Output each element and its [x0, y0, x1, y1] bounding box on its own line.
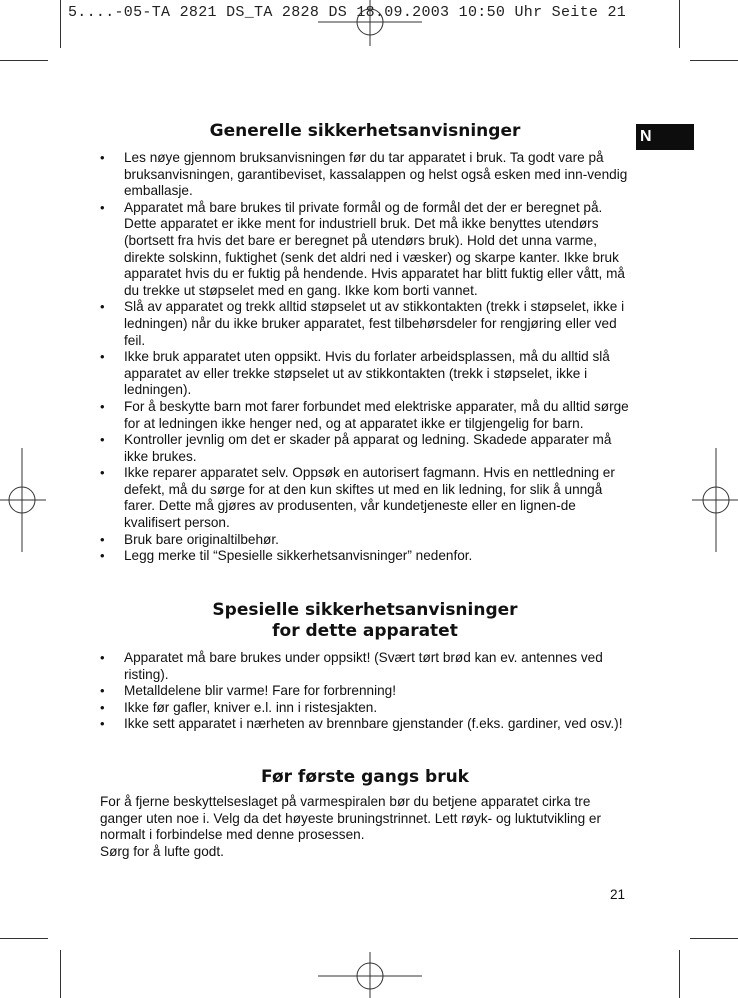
- crop-mark: [690, 60, 738, 61]
- section-title-general: Generelle sikkerhetsanvisninger: [209, 121, 521, 141]
- list-item: • Slå av apparatet og trekk alltid støpselet ut av stikkontakten (trekk i støpselet, ikke i ledningen) når du ikke bruker apparatet, fest tilbehørsdeler for rengjøring eller ved feil.: [100, 299, 630, 349]
- crop-mark: [0, 60, 48, 61]
- list-item: • For å beskytte barn mot farer forbundet med elektriske apparater, må du alltid sørge for at ledningen ikke henger ned, og at apparatet ikke er tilgjengelig for barn.: [100, 399, 630, 432]
- crop-mark: [679, 0, 680, 48]
- crop-mark: [679, 950, 680, 998]
- list-item: • Ikke sett apparatet i nærheten av brennbare gjenstander (f.eks. gardiner, ved osv.)!: [100, 716, 630, 733]
- list-item: • Les nøye gjennom bruksanvisningen før du tar apparatet i bruk. Ta godt vare på bruksanvisningen, garantibeviset, kassalappen og helst også esken med inn-vendig emballasje.: [100, 150, 630, 200]
- registration-mark-right: [690, 448, 738, 552]
- registration-mark-bottom: [318, 950, 422, 998]
- section-title-line: Spesielle sikkerhetsanvisninger: [212, 600, 518, 620]
- list-item: • Ikke bruk apparatet uten oppsikt. Hvis du forlater arbeidsplassen, må du alltid slå apparatet av eller trekke støpselet ut av stikkontakten (trekk i støpselet, ikke i ledningen).: [100, 349, 630, 399]
- registration-mark-top: [318, 0, 422, 48]
- registration-mark-left: [0, 448, 48, 552]
- list-item: • Metalldelene blir varme! Fare for forbrenning!: [100, 683, 630, 700]
- list-item: • Legg merke til “Spesielle sikkerhetsanvisninger” nedenfor.: [100, 548, 630, 565]
- print-slug: 5....-05-TA 2821 DS_TA 2828 DS 18.09.2003 10:50 Uhr Seite 21: [68, 4, 627, 21]
- list-item: • Ikke før gafler, kniver e.l. inn i ristesjakten.: [100, 700, 630, 717]
- paragraph-note: Sørg for å lufte godt.: [100, 843, 224, 859]
- list-item: • Bruk bare originaltilbehør.: [100, 532, 630, 549]
- section-title-special: [100, 600, 630, 642]
- list-item: • Apparatet må bare brukes til private formål og de formål det der er beregnet på. Dette apparatet er ikke ment for industriell bruk. Det må ikke benyttes utendørs (bortsett fra hvis det bare er beregnet på utendørs bruk). Hold det unna varme, direkte solskinn, fuktighet (senk det aldri ned i væsker) og skarpe kanter. Ikke bruk apparatet hvis du er fuktig på hendende. Hvis apparatet har blitt fuktig eller vått, må du trekke ut støpselet med en gang. Ikke kom borti vannet.: [100, 200, 630, 300]
- crop-mark: [60, 950, 61, 998]
- page-number: 21: [610, 887, 626, 902]
- section-title-line: for dette apparatet: [272, 621, 458, 641]
- special-safety-list: [100, 650, 630, 733]
- section-title-first-use: Før første gangs bruk: [261, 767, 469, 787]
- language-tab: N: [636, 124, 694, 150]
- list-item: • Ikke reparer apparatet selv. Oppsøk en autorisert fagmann. Hvis en nettledning er defekt, må du sørge for at den kun skiftes ut med en lik ledning, for slik å unngå farer. Dette må gjøres av produsenten, vår kundetjeneste eller en lignen-de kvalifisert person.: [100, 465, 630, 531]
- crop-mark: [60, 0, 61, 48]
- first-use-text: [100, 794, 630, 860]
- paragraph: For å fjerne beskyttelseslaget på varmespiralen bør du betjene apparatet cirka tre ganger uten noe i. Velg da det høyeste bruningstrinnet. Lett røyk- og luktutvikling er normalt i forbindelse med denne prosessen.: [100, 794, 601, 843]
- crop-mark: [690, 938, 738, 939]
- crop-mark: [0, 938, 48, 939]
- list-item: • Kontroller jevnlig om det er skader på apparat og ledning. Skadede apparater må ikke brukes.: [100, 432, 630, 465]
- list-item: • Apparatet må bare brukes under oppsikt! (Svært tørt brød kan ev. antennes ved risting).: [100, 650, 630, 683]
- general-safety-list: [100, 150, 630, 565]
